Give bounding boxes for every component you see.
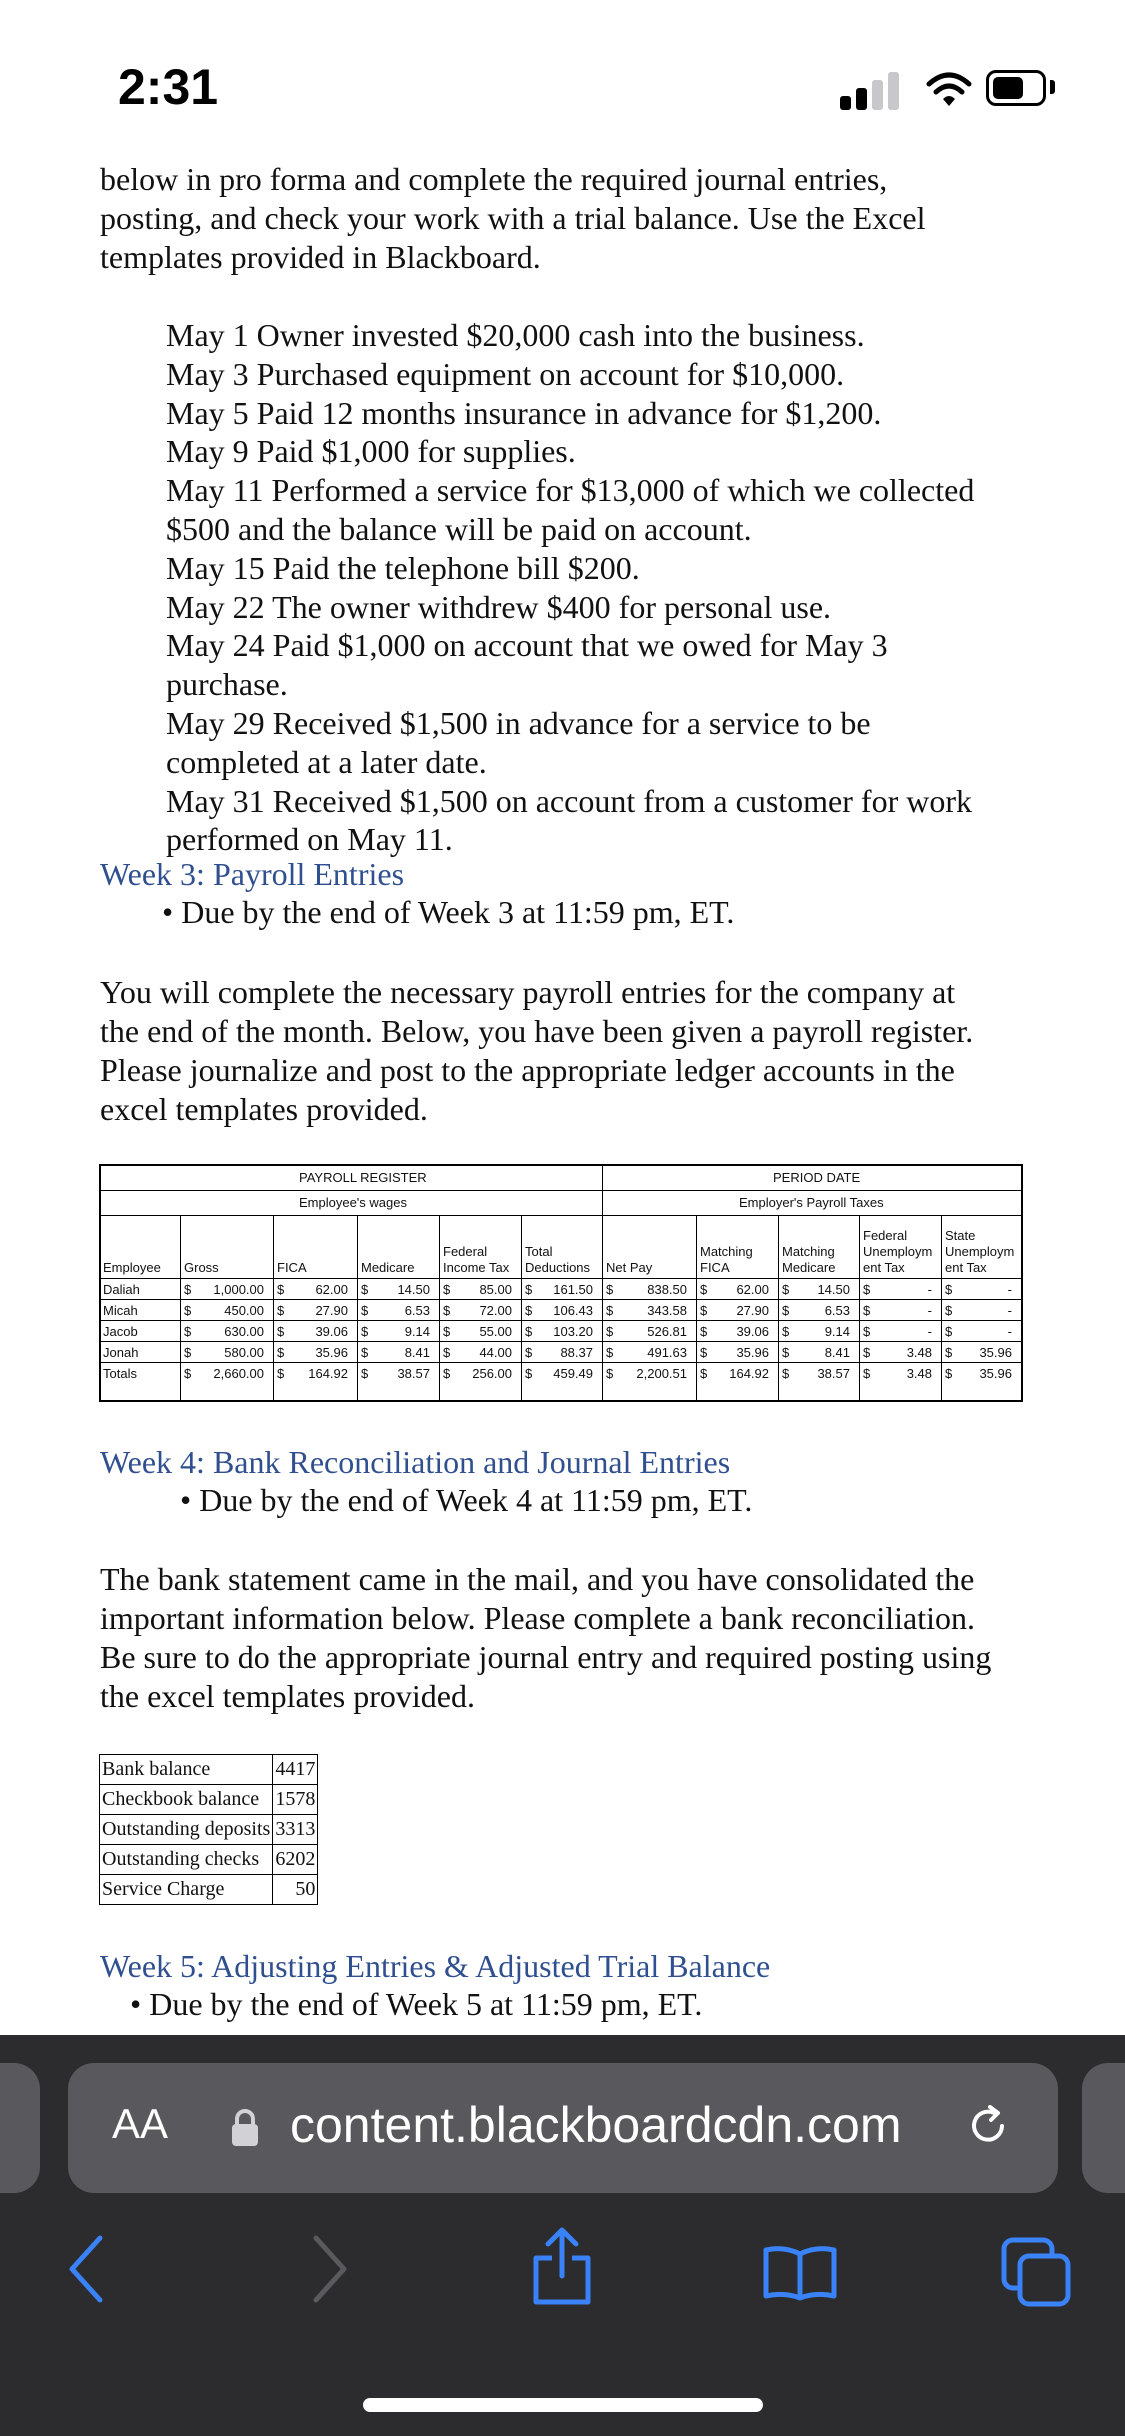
payroll-cell-ded: 88.37 xyxy=(560,1345,593,1360)
week4-due: • Due by the end of Week 4 at 11:59 pm, ET. xyxy=(180,1482,753,1518)
list-item: purchase. xyxy=(166,666,288,703)
currency-symbol: $ xyxy=(277,1324,285,1339)
table-rule xyxy=(101,1190,1021,1191)
previous-tab-preview[interactable] xyxy=(0,2063,40,2193)
payroll-cell-net: 838.50 xyxy=(647,1282,687,1297)
payroll-employee-name: Jonah xyxy=(103,1345,139,1360)
payroll-cell-net: 343.58 xyxy=(647,1303,687,1318)
table-rule xyxy=(101,1299,1021,1300)
payroll-cell-suta: 35.96 xyxy=(979,1345,1012,1360)
currency-symbol: $ xyxy=(782,1282,790,1297)
payroll-cell-futa: - xyxy=(927,1282,932,1297)
table-divider xyxy=(941,1215,942,1400)
payroll-cell-medicare: 14.50 xyxy=(397,1282,430,1297)
col-header-gross: Gross xyxy=(184,1260,219,1275)
currency-symbol: $ xyxy=(945,1345,953,1360)
bank-value: 6202 xyxy=(273,1845,318,1875)
col-header-fit-2: Income Tax xyxy=(443,1260,510,1275)
list-item: May 5 Paid 12 months insurance in advance for $1,200. xyxy=(166,394,882,431)
bank-label: Bank balance xyxy=(100,1755,273,1785)
payroll-cell-net: 491.63 xyxy=(647,1345,687,1360)
payroll-cell-mfica: 164.92 xyxy=(729,1366,769,1381)
table-divider xyxy=(602,1166,603,1400)
payroll-cell-fica: 39.06 xyxy=(315,1324,348,1339)
bank-label: Outstanding checks xyxy=(100,1845,273,1875)
week4-heading: Week 4: Bank Reconciliation and Journal Entries xyxy=(100,1444,731,1480)
currency-symbol: $ xyxy=(782,1324,790,1339)
text-size-button[interactable]: AA xyxy=(112,2100,169,2147)
status-time: 2:31 xyxy=(118,59,219,115)
payroll-subtitle: Employee's wages xyxy=(299,1195,407,1210)
bank-value: 3313 xyxy=(273,1815,318,1845)
col-header-ded-2: Deductions xyxy=(525,1260,591,1275)
col-header-fica: FICA xyxy=(277,1260,307,1275)
payroll-cell-fica: 164.92 xyxy=(308,1366,348,1381)
currency-symbol: $ xyxy=(525,1282,533,1297)
forward-icon[interactable] xyxy=(308,2234,352,2304)
payroll-cell-futa: 3.48 xyxy=(906,1366,932,1381)
currency-symbol: $ xyxy=(525,1303,533,1318)
currency-symbol: $ xyxy=(700,1366,708,1381)
payroll-cell-gross: 580.00 xyxy=(224,1345,264,1360)
payroll-cell-medicare: 9.14 xyxy=(404,1324,430,1339)
table-divider xyxy=(180,1215,181,1400)
payroll-cell-suta: - xyxy=(1007,1303,1012,1318)
payroll-cell-medicare: 6.53 xyxy=(404,1303,430,1318)
payroll-cell-suta: - xyxy=(1007,1324,1012,1339)
currency-symbol: $ xyxy=(184,1303,192,1318)
table-rule xyxy=(101,1215,1021,1216)
list-item: May 29 Received $1,500 in advance for a service to be xyxy=(166,704,871,741)
currency-symbol: $ xyxy=(277,1303,285,1318)
currency-symbol: $ xyxy=(945,1324,953,1339)
payroll-cell-fit: 72.00 xyxy=(479,1303,512,1318)
currency-symbol: $ xyxy=(525,1345,533,1360)
col-header-employee: Employee xyxy=(103,1260,161,1275)
col-header-ded-1: Total xyxy=(525,1244,553,1259)
payroll-cell-gross: 630.00 xyxy=(224,1324,264,1339)
currency-symbol: $ xyxy=(782,1345,790,1360)
payroll-employee-name: Micah xyxy=(103,1303,138,1318)
col-header-suta-1: State xyxy=(945,1228,976,1243)
employer-taxes-subtitle: Employer's Payroll Taxes xyxy=(739,1195,884,1210)
currency-symbol: $ xyxy=(863,1345,871,1360)
payroll-cell-mfica: 39.06 xyxy=(736,1324,769,1339)
week5-due: • Due by the end of Week 5 at 11:59 pm, ET. xyxy=(130,1986,703,2022)
share-icon[interactable] xyxy=(530,2226,594,2306)
currency-symbol: $ xyxy=(443,1366,451,1381)
payroll-cell-ded: 459.49 xyxy=(553,1366,593,1381)
list-item: May 11 Performed a service for $13,000 of which we collected xyxy=(166,472,975,509)
currency-symbol: $ xyxy=(443,1282,451,1297)
currency-symbol: $ xyxy=(700,1345,708,1360)
home-indicator xyxy=(363,2398,763,2412)
col-header-mmed-1: Matching xyxy=(782,1244,835,1259)
payroll-cell-medicare: 38.57 xyxy=(397,1366,430,1381)
col-header-futa-3: ent Tax xyxy=(863,1260,905,1275)
table-row xyxy=(100,1845,318,1875)
currency-symbol: $ xyxy=(863,1282,871,1297)
currency-symbol: $ xyxy=(361,1366,369,1381)
payroll-cell-gross: 2,660.00 xyxy=(213,1366,264,1381)
next-tab-preview[interactable] xyxy=(1082,2063,1125,2193)
period-date-title: PERIOD DATE xyxy=(773,1170,861,1185)
currency-symbol: $ xyxy=(945,1282,953,1297)
col-header-medicare: Medicare xyxy=(361,1260,415,1275)
list-item: May 22 The owner withdrew $400 for personal use. xyxy=(166,588,832,625)
currency-symbol: $ xyxy=(361,1303,369,1318)
bookmarks-icon[interactable] xyxy=(762,2244,838,2300)
table-row xyxy=(100,1875,318,1905)
payroll-cell-fica: 62.00 xyxy=(315,1282,348,1297)
payroll-register-table xyxy=(99,1164,1023,1402)
week5-heading: Week 5: Adjusting Entries & Adjusted Trial Balance xyxy=(100,1948,771,1984)
payroll-cell-futa: - xyxy=(927,1324,932,1339)
payroll-cell-mfica: 35.96 xyxy=(736,1345,769,1360)
wifi-icon xyxy=(926,72,972,108)
currency-symbol: $ xyxy=(700,1324,708,1339)
table-divider xyxy=(859,1215,860,1400)
currency-symbol: $ xyxy=(525,1366,533,1381)
col-header-suta-3: ent Tax xyxy=(945,1260,987,1275)
table-divider xyxy=(273,1215,274,1400)
currency-symbol: $ xyxy=(700,1303,708,1318)
currency-symbol: $ xyxy=(361,1345,369,1360)
list-item: May 9 Paid $1,000 for supplies. xyxy=(166,433,576,470)
bank-reconciliation-table xyxy=(99,1754,341,1906)
transaction-list xyxy=(166,316,1046,859)
col-header-mmed-2: Medicare xyxy=(782,1260,836,1275)
payroll-cell-mmed: 8.41 xyxy=(824,1345,850,1360)
bank-label: Checkbook balance xyxy=(100,1785,273,1815)
payroll-cell-mmed: 38.57 xyxy=(817,1366,850,1381)
currency-symbol: $ xyxy=(443,1303,451,1318)
col-header-mfica-2: FICA xyxy=(700,1260,730,1275)
currency-symbol: $ xyxy=(443,1345,451,1360)
currency-symbol: $ xyxy=(277,1282,285,1297)
payroll-cell-fit: 44.00 xyxy=(479,1345,512,1360)
currency-symbol: $ xyxy=(361,1282,369,1297)
list-item: $500 and the balance will be paid on account. xyxy=(166,510,752,547)
currency-symbol: $ xyxy=(863,1303,871,1318)
bank-value: 1578 xyxy=(273,1785,318,1815)
currency-symbol: $ xyxy=(606,1324,614,1339)
week4-paragraph: The bank statement came in the mail, and you have consolidated the important information below. Please complete a bank reconciliation. Be sure to do the appropriate journal entry and required posting using the excel templates provided. xyxy=(100,1561,992,1714)
col-header-futa-2: Unemploym xyxy=(863,1244,933,1259)
currency-symbol: $ xyxy=(361,1324,369,1339)
back-icon[interactable] xyxy=(64,2234,108,2304)
table-row xyxy=(100,1755,318,1785)
payroll-employee-name: Totals xyxy=(103,1366,137,1381)
week3-heading: Week 3: Payroll Entries xyxy=(100,856,405,892)
currency-symbol: $ xyxy=(184,1345,192,1360)
tabs-icon[interactable] xyxy=(1000,2236,1072,2308)
payroll-cell-gross: 450.00 xyxy=(224,1303,264,1318)
currency-symbol: $ xyxy=(863,1366,871,1381)
table-divider xyxy=(778,1215,779,1400)
payroll-cell-medicare: 8.41 xyxy=(404,1345,430,1360)
list-item: completed at a later date. xyxy=(166,743,487,780)
payroll-cell-fit: 256.00 xyxy=(472,1366,512,1381)
currency-symbol: $ xyxy=(700,1282,708,1297)
payroll-cell-mfica: 27.90 xyxy=(736,1303,769,1318)
cellular-signal-icon xyxy=(840,70,900,110)
lock-icon xyxy=(230,2108,260,2148)
currency-symbol: $ xyxy=(945,1366,953,1381)
bank-value: 4417 xyxy=(273,1755,318,1785)
table-divider xyxy=(696,1215,697,1400)
table-divider xyxy=(357,1215,358,1400)
currency-symbol: $ xyxy=(782,1366,790,1381)
battery-icon xyxy=(986,70,1046,106)
payroll-cell-net: 526.81 xyxy=(647,1324,687,1339)
payroll-cell-ded: 106.43 xyxy=(553,1303,593,1318)
list-item: May 15 Paid the telephone bill $200. xyxy=(166,549,640,586)
table-rule xyxy=(101,1362,1021,1363)
payroll-title: PAYROLL REGISTER xyxy=(299,1170,427,1185)
currency-symbol: $ xyxy=(863,1324,871,1339)
table-rule xyxy=(101,1320,1021,1321)
currency-symbol: $ xyxy=(606,1366,614,1381)
col-header-net: Net Pay xyxy=(606,1260,653,1275)
url-text[interactable]: content.blackboardcdn.com xyxy=(290,2097,902,2153)
payroll-cell-net: 2,200.51 xyxy=(636,1366,687,1381)
table-rule xyxy=(101,1341,1021,1342)
payroll-cell-fica: 35.96 xyxy=(315,1345,348,1360)
list-item: May 1 Owner invested $20,000 cash into the business. xyxy=(166,317,865,353)
reload-icon[interactable] xyxy=(966,2104,1012,2150)
payroll-cell-futa: 3.48 xyxy=(906,1345,932,1360)
payroll-employee-name: Jacob xyxy=(103,1324,138,1339)
currency-symbol: $ xyxy=(277,1345,285,1360)
payroll-cell-suta: 35.96 xyxy=(979,1366,1012,1381)
payroll-cell-mmed: 6.53 xyxy=(824,1303,850,1318)
payroll-cell-fica: 27.90 xyxy=(315,1303,348,1318)
payroll-cell-ded: 161.50 xyxy=(553,1282,593,1297)
bank-label: Service Charge xyxy=(100,1875,273,1905)
table-divider xyxy=(439,1215,440,1400)
currency-symbol: $ xyxy=(606,1282,614,1297)
list-item: May 3 Purchased equipment on account for $10,000. xyxy=(166,355,845,392)
currency-symbol: $ xyxy=(443,1324,451,1339)
currency-symbol: $ xyxy=(184,1282,192,1297)
payroll-cell-mmed: 14.50 xyxy=(817,1282,850,1297)
currency-symbol: $ xyxy=(945,1303,953,1318)
payroll-cell-ded: 103.20 xyxy=(553,1324,593,1339)
bank-label: Outstanding deposits xyxy=(100,1815,273,1845)
payroll-cell-gross: 1,000.00 xyxy=(213,1282,264,1297)
status-bar xyxy=(0,0,1125,140)
currency-symbol: $ xyxy=(184,1324,192,1339)
currency-symbol: $ xyxy=(184,1366,192,1381)
bank-value: 50 xyxy=(273,1875,318,1905)
currency-symbol: $ xyxy=(525,1324,533,1339)
table-rule xyxy=(101,1278,1021,1279)
payroll-cell-fit: 55.00 xyxy=(479,1324,512,1339)
payroll-cell-futa: - xyxy=(927,1303,932,1318)
col-header-suta-2: Unemploym xyxy=(945,1244,1015,1259)
list-item: May 31 Received $1,500 on account from a customer for work xyxy=(166,782,972,819)
col-header-mfica-1: Matching xyxy=(700,1244,753,1259)
intro-paragraph: below in pro forma and complete the required journal entries, posting, and check your work with a trial balance. Use the Excel templates provided in Blackboard. xyxy=(100,161,926,275)
currency-symbol: $ xyxy=(782,1303,790,1318)
list-item: May 24 Paid $1,000 on account that we owed for May 3 xyxy=(166,627,888,664)
currency-symbol: $ xyxy=(606,1345,614,1360)
table-row xyxy=(100,1815,318,1845)
currency-symbol: $ xyxy=(277,1366,285,1381)
table-row xyxy=(100,1785,318,1815)
payroll-cell-mmed: 9.14 xyxy=(824,1324,850,1339)
payroll-employee-name: Daliah xyxy=(103,1282,140,1297)
payroll-cell-fit: 85.00 xyxy=(479,1282,512,1297)
payroll-cell-mfica: 62.00 xyxy=(736,1282,769,1297)
col-header-futa-1: Federal xyxy=(863,1228,908,1243)
battery-tip xyxy=(1050,80,1055,94)
week3-due: • Due by the end of Week 3 at 11:59 pm, ET. xyxy=(162,894,735,930)
list-item: performed on May 11. xyxy=(166,821,453,858)
currency-symbol: $ xyxy=(606,1303,614,1318)
week3-paragraph: You will complete the necessary payroll entries for the company at the end of the month. Below, you have been given a payroll register. Please journalize and post to the appropriate ledger accounts in the excel templates provided. xyxy=(100,974,974,1127)
payroll-cell-suta: - xyxy=(1007,1282,1012,1297)
col-header-fit-1: Federal xyxy=(443,1244,488,1259)
table-divider xyxy=(521,1215,522,1400)
